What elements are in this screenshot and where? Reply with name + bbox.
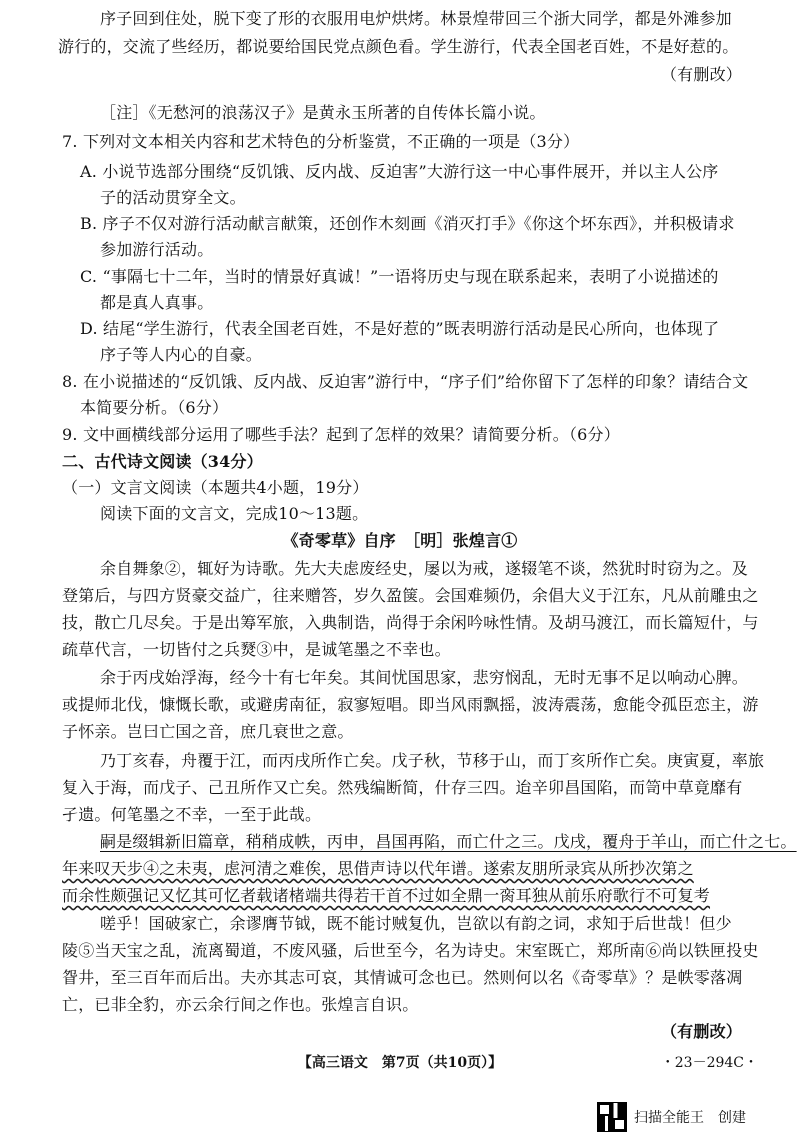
- wenyan-line: 乃丁亥春，舟覆于江，而丙戌所作亡矣。戊子秋，节移于山，而丁亥所作亡矣。庚寅夏，率旅: [100, 751, 765, 770]
- wenyan-line: 亡，已非全豹，亦云余行间之作也。张煌言自识。: [62, 995, 419, 1014]
- question-9: 9. 文中画横线部分运用了哪些手法？起到了怎样的效果？请简要分析。（6分）: [62, 425, 620, 444]
- wenyan-line: 复入于海，而戊子、己丑所作又亡矣。然残编断简，什存三四。迨辛卯昌国陷，而笥中草竟靡有: [62, 778, 743, 797]
- option-c-line: C. “事隔七十二年，当时的情景好真诚！”一语将历史与现在联系起来，表明了小说描述的: [80, 267, 719, 286]
- wenyan-line: 技，散亡几尽矣。于是出筹军旅，入典制诰，尚得于余闲吟咏性情。及胡马渡江，而长篇短什，与: [62, 613, 759, 632]
- option-a-line: 子的活动贯穿全文。: [100, 188, 246, 207]
- wavy-underlined-text: 而余性颇强记又忆其可忆者载诸楮端共得若干首不过如全鼎一脔耳独从前乐府歌行不可复考: [62, 886, 711, 905]
- wenyan-source: （有删改）: [660, 1022, 742, 1041]
- section-subtitle: （一）文言文阅读（本题共4小题，19分）: [62, 478, 369, 497]
- wenyan-line-underlined: [0, 831, 800, 853]
- exam-code: ・23－294C・: [660, 1055, 758, 1071]
- option-d-line: 序子等人内心的自豪。: [100, 345, 263, 364]
- wenyan-line-underlined: [0, 858, 800, 880]
- page-footer: 【高三语文 第7页（共10页）】: [297, 1055, 503, 1071]
- qr-code-icon: [598, 1103, 626, 1131]
- article-title: 《奇零草》自序 ［明］张煌言①: [282, 531, 518, 550]
- wenyan-line: 孑遗。何笔墨之不幸，一至于此哉。: [62, 805, 322, 824]
- wenyan-line: 余于丙戌始浮海，经今十有七年矣。其间忧国思家，悲穷悯乱，无时无事不足以响动心脾。: [100, 668, 749, 687]
- section-title: 二、古代诗文阅读（34分）: [62, 452, 263, 471]
- wavy-underlined-text: 年来叹天步④之未夷，虑河清之难俟，思借声诗以代年谱。遂索友朋所录宾从所抄次第之: [62, 859, 694, 878]
- wenyan-line: 眢井，至三百年而后出。夫亦其志可哀，其情诚可念也已。然则何以名《奇零草》？是帙零落凋: [62, 968, 743, 987]
- wenyan-line: 子怀亲。岂曰亡国之音，庶几衰世之意。: [62, 722, 354, 741]
- wenyan-line: 嗟乎！国破家亡，余谬膺节钺，既不能讨贼复仇，岂欲以有韵之词，求知于后世哉！但少: [100, 914, 732, 933]
- wenyan-line: 疏草代言，一切皆付之兵燹③中，是诚笔墨之不幸也。: [62, 640, 451, 659]
- passage-source: （有删改）: [660, 65, 742, 84]
- wenyan-line: 陵⑤当天宝之乱，流离蜀道，不废风骚，后世至今，名为诗史。宋室既亡，郑所南⑥尚以铁匣投史: [62, 941, 759, 960]
- option-b-line: B. 序子不仅对游行活动献言献策，还创作木刻画《消灭打手》《你这个坏东西》，并积极请求: [80, 214, 735, 233]
- watermark-text: 扫描全能王 创建: [634, 1110, 746, 1126]
- passage-note: ［注］《无愁河的浪荡汉子》是黄永玉所著的自传体长篇小说。: [100, 103, 546, 122]
- option-d-line: D. 结尾“学生游行，代表全国老百姓，不是好惹的”既表明游行活动是民心所向，也体现了: [80, 319, 720, 338]
- wenyan-line: 余自舞象②，辄好为诗歌。先大夫虑废经史，屡以为戒，遂辍笔不谈，然犹时时窃为之。及: [100, 559, 749, 578]
- section-instruction: 阅读下面的文言文，完成10～13题。: [100, 504, 369, 523]
- underlined-text: 嗣是缀辑新旧篇章，稍稍成帙，丙申，昌国再陷，而亡什之三。戊戌，覆舟于羊山，而亡什之七。: [100, 832, 797, 851]
- option-a-line: A. 小说节选部分围绕“反饥饿、反内战、反迫害”大游行这一中心事件展开，并以主人公序: [80, 162, 719, 181]
- question-8-line: 8. 在小说描述的“反饥饿、反内战、反迫害”游行中，“序子们”给你留下了怎样的印象？请结合文: [62, 372, 749, 391]
- option-c-line: 都是真人真事。: [100, 293, 214, 312]
- wenyan-line-underlined: [0, 885, 800, 907]
- wenyan-line: 登第后，与四方贤豪交益广，往来赠答，岁久盈箧。会国难频仍，余倡大义于江东，凡从前雕虫之: [62, 586, 759, 605]
- passage-line: 序子回到住处，脱下变了形的衣服用电炉烘烤。林景煌带回三个浙大同学，都是外滩参加: [100, 9, 732, 28]
- option-b-line: 参加游行活动。: [100, 240, 214, 259]
- question-8-line: 本简要分析。（6分）: [80, 398, 229, 417]
- question-7-stem: 7. 下列对文本相关内容和艺术特色的分析鉴赏，不正确的一项是（3分）: [62, 132, 580, 151]
- wenyan-line: 或提师北伐，慷慨长歌，或避虏南征，寂寥短唱。即当风雨飘摇，波涛震荡，愈能令孤臣恋主，游: [62, 695, 759, 714]
- passage-line: 游行的，交流了些经历，都说要给国民党点颜色看。学生游行，代表全国老百姓，不是好惹的。: [58, 37, 739, 56]
